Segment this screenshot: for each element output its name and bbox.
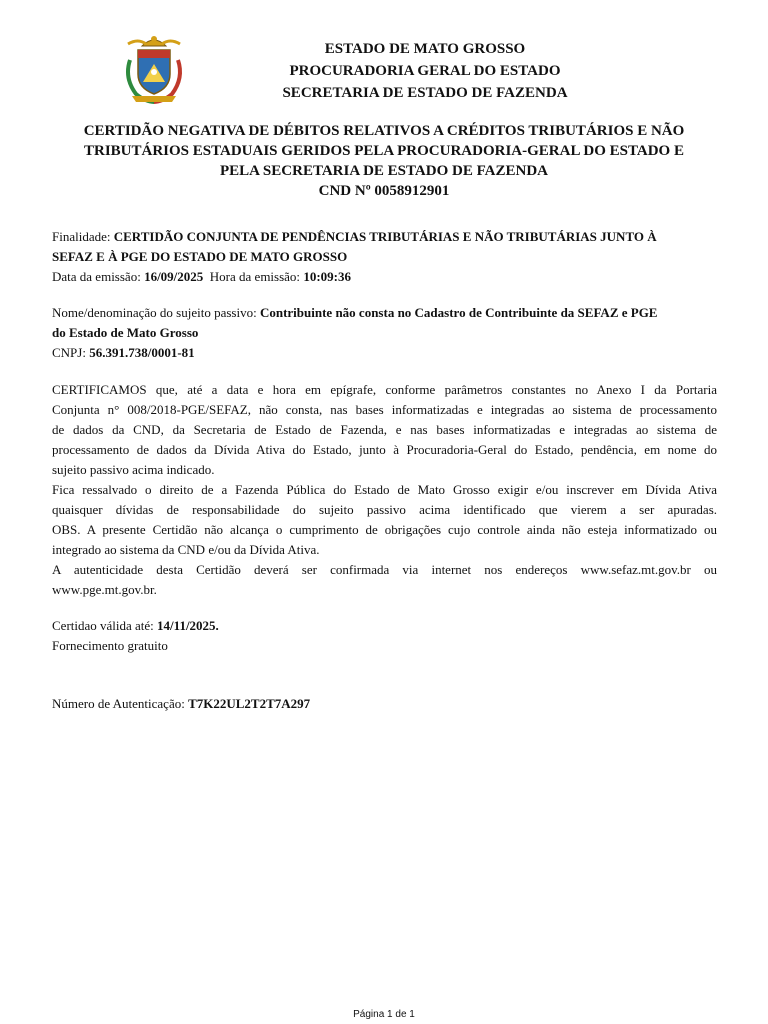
- validity-value: 14/11/2025.: [157, 618, 219, 633]
- authentication-section: [52, 694, 717, 714]
- emission-date-value: 16/09/2025: [144, 269, 204, 284]
- certification-body: [52, 380, 717, 600]
- sujeito-value-2: do Estado de Mato Grosso: [52, 325, 199, 340]
- body-p1-line-3: de dados da CND, da Secretaria de Estado de Fazenda, e nas bases informatizadas e integradas ao sistema de: [52, 422, 717, 437]
- body-p3-last: integrado ao sistema da CND e/ou da Dívida Ativa.: [52, 542, 320, 557]
- emissao-line: [52, 267, 717, 287]
- body-p3-line-1: OBS. A presente Certidão não alcança o cumprimento de obrigações cujo controle ainda não esteja informatizado ou: [52, 522, 717, 537]
- title-line-1: CERTIDÃO NEGATIVA DE DÉBITOS RELATIVOS A CRÉDITOS TRIBUTÁRIOS E NÃO: [83, 123, 685, 139]
- cnpj-label: CNPJ:: [52, 345, 90, 360]
- finalidade-value-2: SEFAZ E À PGE DO ESTADO DE MATO GROSSO: [52, 249, 348, 264]
- certificate-title: [52, 121, 716, 201]
- emission-time-label: Hora da emissão:: [209, 269, 304, 284]
- body-p1-line-2: Conjunta n° 008/2018-PGE/SEFAZ, não consta, nas bases informatizadas e integradas ao sistema de processamento: [52, 402, 717, 417]
- header-secretaria: SECRETARIA DE ESTADO DE FAZENDA: [282, 85, 568, 101]
- authentication-label: Número de Autenticação:: [52, 696, 189, 711]
- sujeito-section: [52, 303, 717, 363]
- cnd-number: CND Nº 0058912901: [318, 183, 450, 199]
- body-p1-line-1: CERTIFICAMOS que, até a data e hora em epígrafe, conforme parâmetros constantes no Anexo I da Portaria: [52, 382, 717, 397]
- title-line-3: PELA SECRETARIA DE ESTADO DE FAZENDA: [220, 163, 548, 179]
- header-procuradoria: PROCURADORIA GERAL DO ESTADO: [289, 63, 561, 79]
- body-p4-last: www.pge.mt.gov.br.: [52, 582, 157, 597]
- body-p1-line-4: processamento de dados da Dívida Ativa do Estado, junto à Procuradoria-Geral do Estado, pendência, em nome do: [52, 442, 717, 457]
- finalidade-section: [52, 227, 717, 287]
- page-number: Página 1 de 1: [353, 1009, 415, 1020]
- emission-time-value: 10:09:36: [303, 269, 351, 284]
- validity-label: Certidao válida até:: [52, 618, 158, 633]
- fornecimento-text: Fornecimento gratuito: [52, 638, 168, 653]
- issuer-header: [200, 38, 650, 104]
- title-line-2: TRIBUTÁRIOS ESTADUAIS GERIDOS PELA PROCURADORIA-GERAL DO ESTADO E: [84, 143, 684, 159]
- finalidade-value-1: CERTIDÃO CONJUNTA DE PENDÊNCIAS TRIBUTÁRIAS E NÃO TRIBUTÁRIAS JUNTO À: [113, 229, 657, 244]
- authentication-code: T7K22UL2T2T7A297: [188, 696, 311, 711]
- body-p4-line-1: A autenticidade desta Certidão deverá ser confirmada via internet nos endereços www.sefaz.mt.gov.br ou: [52, 562, 717, 577]
- sujeito-value-1: Contribuinte não consta no Cadastro de Contribuinte da SEFAZ e PGE: [259, 305, 658, 320]
- validity-section: [52, 616, 717, 656]
- sujeito-label: Nome/denominação do sujeito passivo:: [52, 305, 260, 320]
- cnpj-value: 56.391.738/0001-81: [89, 345, 195, 360]
- mato-grosso-coat-of-arms: [118, 30, 190, 106]
- body-p1-last: sujeito passivo acima indicado.: [52, 462, 215, 477]
- header-state: ESTADO DE MATO GROSSO: [324, 41, 526, 57]
- body-p2-line-1: Fica ressalvado o direito de a Fazenda Pública do Estado de Mato Grosso exigir e/ou inscrever em Dívida Ativa: [52, 482, 717, 497]
- body-p2-last: quaisquer dívidas de responsabilidade do sujeito passivo acima identificado que vierem a ser apuradas.: [52, 502, 717, 517]
- emission-date-label: Data da emissão:: [52, 269, 145, 284]
- finalidade-label: Finalidade:: [52, 229, 114, 244]
